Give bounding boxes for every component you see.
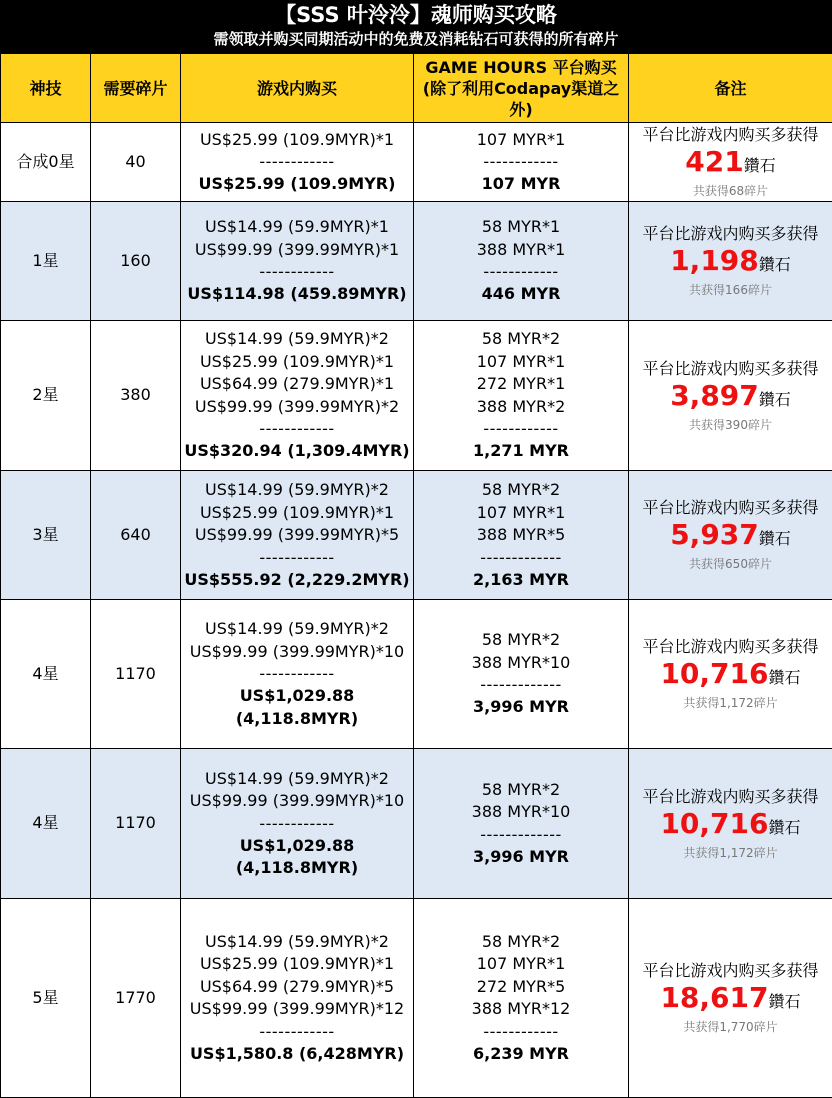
table-row <box>1 471 832 600</box>
ingame-line: US$25.99 (109.9MYR)*1 <box>181 953 413 976</box>
note-heading: 平台比游戏内购买多获得 <box>629 124 832 146</box>
page-title: 【SSS 叶泠泠】魂师购买攻略 <box>0 2 832 29</box>
gamehours-line: 107 MYR*1 <box>414 351 628 374</box>
gamehours-total: 446 MYR <box>414 283 628 306</box>
cell-shards: 640 <box>91 471 181 600</box>
cell-shards: 1770 <box>91 899 181 1098</box>
gamehours-line: 58 MYR*2 <box>414 629 628 652</box>
note-heading: 平台比游戏内购买多获得 <box>629 786 832 808</box>
ingame-divider: ------------ <box>181 151 413 173</box>
ingame-divider: ------------ <box>181 261 413 283</box>
note-shard-total: 共获得1,172碎片 <box>629 844 832 862</box>
note-heading: 平台比游戏内购买多获得 <box>629 223 832 245</box>
table-row <box>1 600 832 749</box>
gamehours-line: 58 MYR*1 <box>414 216 628 239</box>
gamehours-line: 58 MYR*2 <box>414 479 628 502</box>
cell-gamehours <box>414 321 629 471</box>
ingame-line: US$25.99 (109.9MYR)*1 <box>181 502 413 525</box>
cell-gamehours <box>414 899 629 1098</box>
ingame-total: US$1,029.88 (4,118.8MYR) <box>181 685 413 730</box>
ingame-divider: ------------ <box>181 663 413 685</box>
ingame-divider: ------------ <box>181 813 413 835</box>
note-heading: 平台比游戏内购买多获得 <box>629 358 832 380</box>
ingame-line: US$14.99 (59.9MYR)*2 <box>181 328 413 351</box>
cell-ingame <box>181 123 414 202</box>
cell-note <box>629 123 832 202</box>
purchase-table <box>0 53 832 1098</box>
gamehours-line: 107 MYR*1 <box>414 129 628 152</box>
note-bonus-unit: 鑽石 <box>759 255 791 274</box>
ingame-line: US$64.99 (279.9MYR)*5 <box>181 976 413 999</box>
note-bonus-unit: 鑽石 <box>759 529 791 548</box>
header-skill: 神技 <box>1 54 91 123</box>
title-bar <box>0 0 832 53</box>
page-subtitle: 需领取并购买同期活动中的免费及消耗钻石可获得的所有碎片 <box>0 29 832 49</box>
gamehours-line: 107 MYR*1 <box>414 953 628 976</box>
header-gamehours: GAME HOURS 平台购买 (除了利用Codapay渠道之外) <box>414 54 629 123</box>
table-body <box>1 123 832 1098</box>
note-bonus <box>629 519 832 555</box>
ingame-line: US$25.99 (109.9MYR)*1 <box>181 129 413 152</box>
ingame-line: US$99.99 (399.99MYR)*1 <box>181 239 413 262</box>
table-row <box>1 202 832 321</box>
ingame-line: US$14.99 (59.9MYR)*2 <box>181 479 413 502</box>
gamehours-total: 3,996 MYR <box>414 696 628 719</box>
cell-gamehours <box>414 600 629 749</box>
ingame-divider: ------------ <box>181 1021 413 1043</box>
note-heading: 平台比游戏内购买多获得 <box>629 960 832 982</box>
note-bonus-amount: 421 <box>685 145 743 178</box>
header-note: 备注 <box>629 54 832 123</box>
ingame-line: US$99.99 (399.99MYR)*12 <box>181 998 413 1021</box>
header-shards: 需要碎片 <box>91 54 181 123</box>
cell-note <box>629 899 832 1098</box>
note-shard-total: 共获得166碎片 <box>629 281 832 299</box>
gamehours-line: 272 MYR*5 <box>414 976 628 999</box>
gamehours-divider: ------------ <box>414 418 628 440</box>
note-bonus-unit: 鑽石 <box>744 156 776 175</box>
gamehours-divider: ------------ <box>414 261 628 283</box>
ingame-total: US$25.99 (109.9MYR) <box>181 173 413 196</box>
gamehours-line: 107 MYR*1 <box>414 502 628 525</box>
ingame-line: US$14.99 (59.9MYR)*2 <box>181 931 413 954</box>
ingame-divider: ------------ <box>181 418 413 440</box>
ingame-divider: ------------ <box>181 547 413 569</box>
cell-note <box>629 600 832 749</box>
note-bonus-amount: 18,617 <box>660 981 768 1014</box>
cell-note <box>629 202 832 321</box>
note-bonus-unit: 鑽石 <box>769 992 801 1011</box>
cell-skill: 1星 <box>1 202 91 321</box>
table-row <box>1 749 832 899</box>
ingame-line: US$14.99 (59.9MYR)*2 <box>181 768 413 791</box>
cell-ingame <box>181 749 414 899</box>
ingame-line: US$99.99 (399.99MYR)*5 <box>181 524 413 547</box>
ingame-total: US$1,029.88 (4,118.8MYR) <box>181 835 413 880</box>
note-shard-total: 共获得1,770碎片 <box>629 1018 832 1036</box>
note-bonus-amount: 10,716 <box>660 657 768 690</box>
note-bonus <box>629 245 832 281</box>
note-shard-total: 共获得650碎片 <box>629 555 832 573</box>
ingame-line: US$14.99 (59.9MYR)*1 <box>181 216 413 239</box>
cell-ingame <box>181 202 414 321</box>
gamehours-line: 388 MYR*10 <box>414 652 628 675</box>
cell-shards: 1170 <box>91 600 181 749</box>
cell-skill: 4星 <box>1 600 91 749</box>
gamehours-line: 388 MYR*10 <box>414 801 628 824</box>
cell-ingame <box>181 321 414 471</box>
gamehours-line: 388 MYR*5 <box>414 524 628 547</box>
gamehours-divider: ------------- <box>414 547 628 569</box>
note-bonus <box>629 146 832 182</box>
note-heading: 平台比游戏内购买多获得 <box>629 636 832 658</box>
note-shard-total: 共获得390碎片 <box>629 416 832 434</box>
cell-ingame <box>181 600 414 749</box>
cell-skill: 2星 <box>1 321 91 471</box>
note-bonus-unit: 鑽石 <box>769 668 801 687</box>
gamehours-total: 1,271 MYR <box>414 440 628 463</box>
gamehours-total: 6,239 MYR <box>414 1043 628 1066</box>
ingame-line: US$14.99 (59.9MYR)*2 <box>181 618 413 641</box>
cell-skill: 合成0星 <box>1 123 91 202</box>
ingame-total: US$320.94 (1,309.4MYR) <box>181 440 413 463</box>
cell-ingame <box>181 471 414 600</box>
gamehours-line: 58 MYR*2 <box>414 779 628 802</box>
note-heading: 平台比游戏内购买多获得 <box>629 497 832 519</box>
cell-gamehours <box>414 202 629 321</box>
note-bonus-unit: 鑽石 <box>769 818 801 837</box>
gamehours-divider: ------------ <box>414 151 628 173</box>
note-bonus <box>629 982 832 1018</box>
table-row <box>1 899 832 1098</box>
note-shard-total: 共获得68碎片 <box>629 182 832 200</box>
cell-shards: 160 <box>91 202 181 321</box>
gamehours-line: 58 MYR*2 <box>414 328 628 351</box>
cell-gamehours <box>414 749 629 899</box>
gamehours-line: 388 MYR*1 <box>414 239 628 262</box>
table-row <box>1 123 832 202</box>
note-bonus-unit: 鑽石 <box>759 390 791 409</box>
cell-skill: 3星 <box>1 471 91 600</box>
gamehours-divider: ------------- <box>414 674 628 696</box>
note-bonus <box>629 658 832 694</box>
gamehours-total: 3,996 MYR <box>414 846 628 869</box>
note-bonus <box>629 380 832 416</box>
note-bonus-amount: 3,897 <box>670 379 759 412</box>
cell-note <box>629 471 832 600</box>
note-bonus-amount: 1,198 <box>670 244 759 277</box>
note-bonus <box>629 808 832 844</box>
header-ingame: 游戏内购买 <box>181 54 414 123</box>
note-bonus-amount: 5,937 <box>670 518 759 551</box>
gamehours-divider: ------------ <box>414 1021 628 1043</box>
ingame-line: US$64.99 (279.9MYR)*1 <box>181 373 413 396</box>
cell-skill: 5星 <box>1 899 91 1098</box>
cell-shards: 1170 <box>91 749 181 899</box>
cell-ingame <box>181 899 414 1098</box>
cell-note <box>629 749 832 899</box>
cell-note <box>629 321 832 471</box>
header-row <box>1 54 832 123</box>
ingame-line: US$99.99 (399.99MYR)*10 <box>181 790 413 813</box>
ingame-total: US$555.92 (2,229.2MYR) <box>181 569 413 592</box>
cell-shards: 380 <box>91 321 181 471</box>
table-row <box>1 321 832 471</box>
cell-gamehours <box>414 123 629 202</box>
ingame-total: US$1,580.8 (6,428MYR) <box>181 1043 413 1066</box>
ingame-total: US$114.98 (459.89MYR) <box>181 283 413 306</box>
gamehours-line: 272 MYR*1 <box>414 373 628 396</box>
gamehours-line: 388 MYR*2 <box>414 396 628 419</box>
gamehours-line: 58 MYR*2 <box>414 931 628 954</box>
ingame-line: US$25.99 (109.9MYR)*1 <box>181 351 413 374</box>
ingame-line: US$99.99 (399.99MYR)*10 <box>181 641 413 664</box>
gamehours-divider: ------------- <box>414 824 628 846</box>
gamehours-total: 107 MYR <box>414 173 628 196</box>
cell-skill: 4星 <box>1 749 91 899</box>
note-shard-total: 共获得1,172碎片 <box>629 694 832 712</box>
cell-gamehours <box>414 471 629 600</box>
note-bonus-amount: 10,716 <box>660 807 768 840</box>
gamehours-total: 2,163 MYR <box>414 569 628 592</box>
cell-shards: 40 <box>91 123 181 202</box>
gamehours-line: 388 MYR*12 <box>414 998 628 1021</box>
ingame-line: US$99.99 (399.99MYR)*2 <box>181 396 413 419</box>
